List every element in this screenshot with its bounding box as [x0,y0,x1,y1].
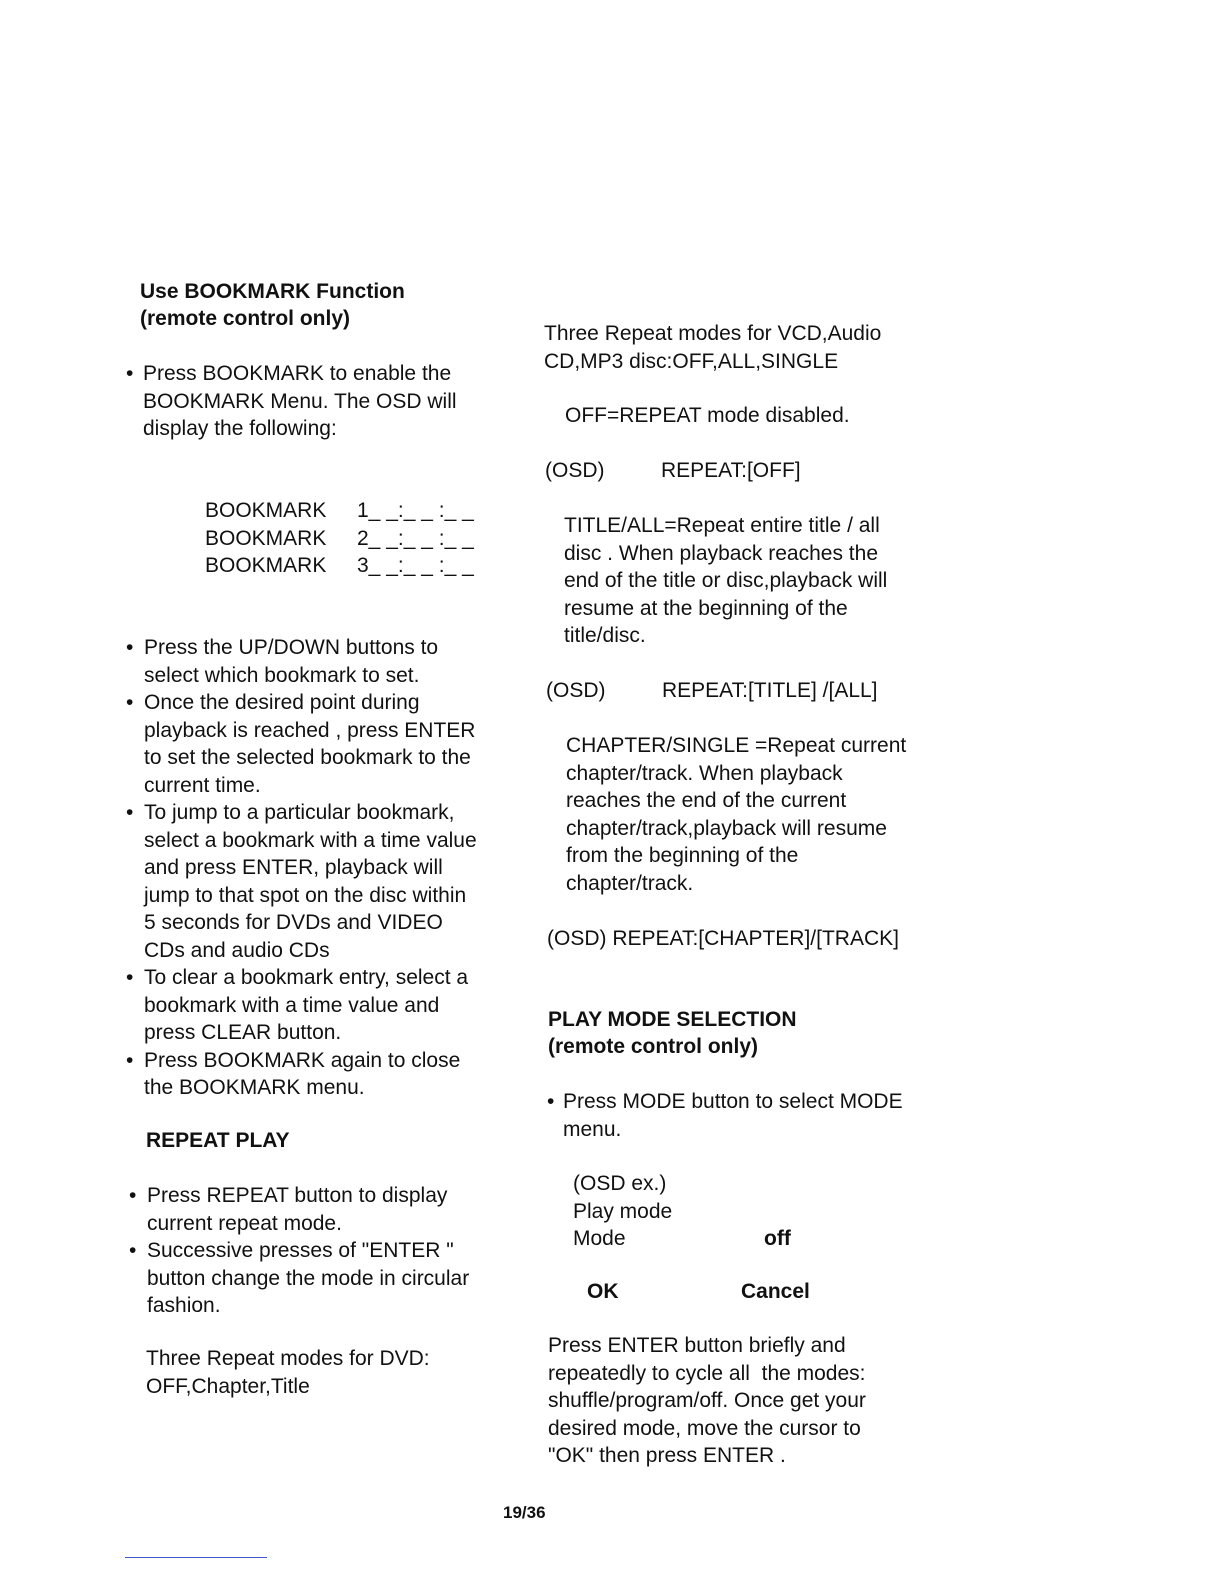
desc-line: end of the title or disc,playback will [564,569,888,592]
desc-line: CHAPTER/SINGLE =Repeat current [566,734,907,757]
desc-line: "OK" then press ENTER . [548,1444,786,1467]
bookmark-osd-row [205,525,474,553]
desc-line: chapter/track,playback will resume [566,816,887,840]
osd-mode-value: off [764,1227,791,1250]
bullet-glyph: • [126,362,134,385]
bullet-glyph: • [547,1090,555,1113]
page-number: 19/36 [503,1503,546,1522]
list-item [126,964,477,1047]
intro-line-1: Press BOOKMARK to enable the [143,362,452,385]
intro-bullet [126,360,457,443]
bullet-glyph: • [126,801,134,824]
bullet-text: To jump to a particular bookmark, [144,801,455,824]
desc-line: repeatedly to cycle all the modes: [548,1361,866,1385]
osd-example-play-mode: Play mode [573,1199,673,1223]
bullet-text: menu. [563,1117,622,1141]
vcd-modes-line: Three Repeat modes for VCD,Audio [544,322,882,345]
desc-line: title/disc. [564,624,646,647]
intro-line-2: BOOKMARK Menu. The OSD will [143,389,457,413]
off-description: OFF=REPEAT mode disabled. [565,404,850,427]
bullet-text: fashion. [147,1294,221,1317]
osd-example-label: (OSD ex.) [573,1172,667,1195]
osd-example [573,1170,791,1253]
bookmark-heading [140,278,405,332]
desc-line: chapter/track. When playback [566,761,843,785]
bullet-text: bookmark with a time value and [144,993,440,1017]
bullet-text: current time. [144,773,261,797]
osd-repeat-title-all [546,677,878,705]
list-item [126,799,477,964]
bookmark-heading-line-2: (remote control only) [140,307,351,330]
bullet-glyph: • [126,636,134,659]
bullet-glyph: • [129,1239,137,1262]
bullet-text: CDs and audio CDs [144,938,330,962]
bullet-glyph: • [126,966,134,989]
bullet-text: current repeat mode. [147,1211,342,1235]
desc-line: from the beginning of the [566,844,799,867]
bookmark-heading-line-1: Use BOOKMARK Function [140,280,405,303]
osd-value: REPEAT:[TITLE] /[ALL] [662,679,878,702]
bookmark-osd-value: 2_ _:_ _ :_ _ [357,526,474,550]
osd-cancel-button[interactable]: Cancel [741,1280,810,1303]
bookmark-osd-value: 3_ _:_ _ :_ _ [357,554,474,577]
osd-tag: (OSD) [546,679,606,702]
bullet-glyph: • [126,1048,134,1072]
bookmark-osd-row [205,497,474,525]
bookmark-osd-label: BOOKMARK [205,499,327,522]
play-mode-heading-line: (remote control only) [548,1035,759,1058]
repeat-bullets [129,1182,469,1320]
desc-line: desired mode, move the cursor to [548,1416,861,1440]
desc-line: reaches the end of the current [566,789,847,812]
bullet-text: press CLEAR button. [144,1021,342,1044]
desc-line: chapter/track. [566,871,694,895]
dvd-repeat-modes [146,1345,430,1400]
bookmark-osd-label: BOOKMARK [205,526,327,550]
bullet-text: Press the UP/DOWN buttons to [144,636,439,659]
osd-repeat-chapter: (OSD) REPEAT:[CHAPTER]/[TRACK] [547,927,899,950]
bullet-glyph: • [129,1184,137,1207]
bullet-text: to set the selected bookmark to the [144,746,471,769]
title-all-description [564,512,887,650]
chapter-single-description [566,732,906,897]
desc-line: resume at the beginning of the [564,596,848,620]
vcd-repeat-modes [544,320,881,375]
mode-bullet [547,1088,903,1143]
enter-description [548,1332,866,1470]
list-item [126,634,477,689]
bookmark-bullets [126,634,477,1102]
footer-divider [125,1557,267,1558]
osd-example-mode-row [573,1225,791,1253]
list-item [126,1047,477,1102]
list-item [129,1237,469,1320]
bullet-text: jump to that spot on the disc within [144,883,467,907]
desc-line: TITLE/ALL=Repeat entire title / all [564,514,880,537]
desc-line: disc . When playback reaches the [564,541,878,565]
bullet-text: 5 seconds for DVDs and VIDEO [144,911,443,934]
osd-tag: (OSD) [545,459,605,482]
bullet-text: button change the mode in circular [147,1266,470,1290]
bullet-text: select which bookmark to set. [144,663,420,687]
bullet-text: Press REPEAT button to display [147,1184,448,1207]
bullet-text: Press BOOKMARK again to close [144,1048,461,1072]
bullet-text: select a bookmark with a time value [144,828,477,852]
bookmark-osd-row [205,552,474,580]
bullet-text: and press ENTER, playback will [144,856,443,879]
desc-line: shuffle/program/off. Once get your [548,1389,866,1412]
bullet-glyph: • [126,691,134,714]
dvd-modes-line: OFF,Chapter,Title [146,1374,310,1398]
bookmark-osd-value: 1_ _:_ _ :_ _ [357,499,474,522]
dvd-modes-line: Three Repeat modes for DVD: [146,1347,430,1370]
desc-line: Press ENTER button briefly and [548,1334,846,1357]
osd-mode-label: Mode [573,1227,626,1250]
bookmark-osd [205,497,474,580]
repeat-play-heading: REPEAT PLAY [146,1129,290,1152]
bullet-text: Successive presses of "ENTER " [147,1239,454,1262]
bookmark-osd-label: BOOKMARK [205,554,327,577]
intro-line-3: display the following: [143,417,337,440]
osd-repeat-off [545,457,801,485]
bullet-text: To clear a bookmark entry, select a [144,966,469,989]
bullet-text: the BOOKMARK menu. [144,1076,365,1099]
list-item [126,689,477,799]
play-mode-heading-line: PLAY MODE SELECTION [548,1008,797,1031]
bullet-text: Once the desired point during [144,691,420,714]
bullet-text: Press MODE button to select MODE [563,1090,903,1113]
osd-ok-button[interactable]: OK [587,1280,619,1303]
bullet-text: playback is reached , press ENTER [144,718,476,742]
play-mode-heading [548,1006,797,1060]
vcd-modes-line: CD,MP3 disc:OFF,ALL,SINGLE [544,349,839,373]
osd-value: REPEAT:[OFF] [661,459,801,482]
list-item [129,1182,469,1237]
